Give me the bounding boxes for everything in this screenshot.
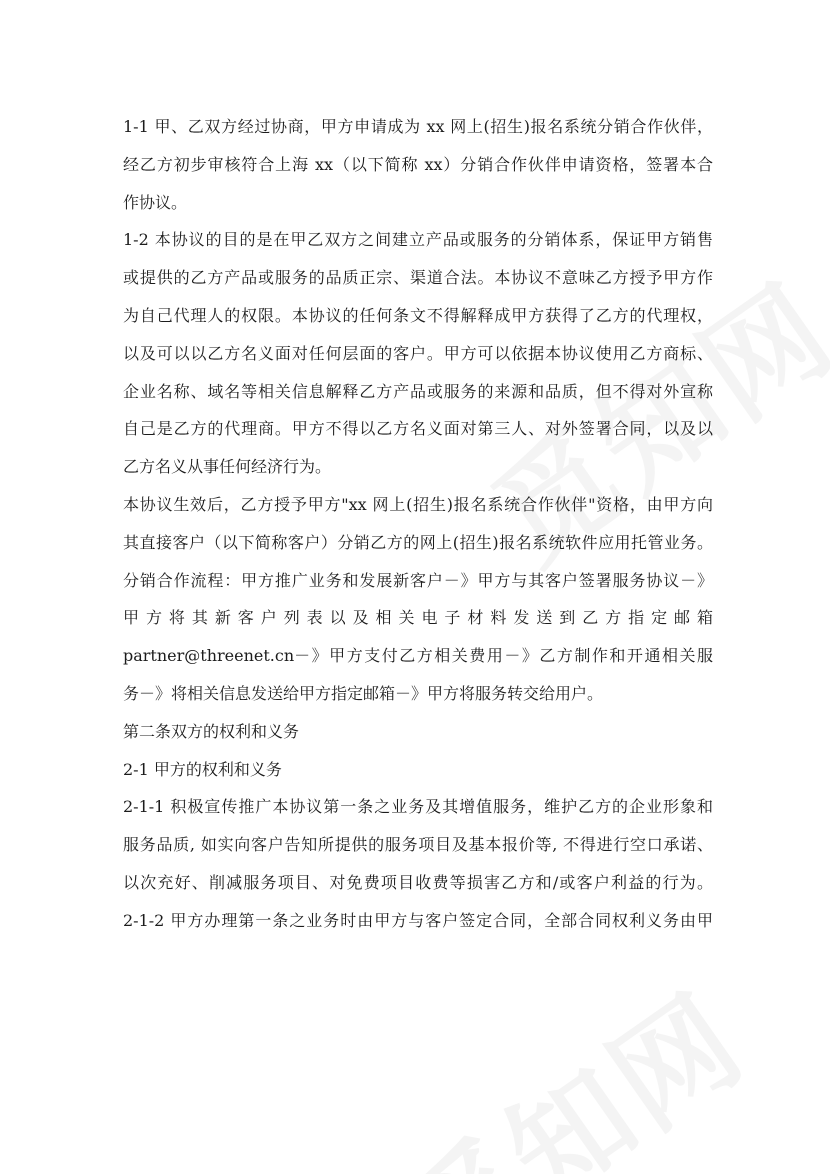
text-line: 其直接客户（以下简称客户）分销乙方的网上(招生)报名系统软件应用托管业务。 [123, 532, 713, 552]
text-line: 务－》将相关信息发送给甲方指定邮箱－》甲方将服务转交给用户。 [123, 683, 604, 703]
text-line: 自己是乙方的代理商。甲方不得以乙方名义面对第三人、对外签署合同，以及以 [123, 419, 713, 439]
document-body [123, 108, 713, 940]
text-line: 第二条双方的权利和义务 [123, 721, 300, 741]
text-line: 2-1 甲方的权利和义务 [123, 759, 282, 779]
text-line: 乙方名义从事任何经济行为。 [123, 457, 332, 477]
text-line: 或提供的乙方产品或服务的品质正宗、渠道合法。本协议不意味乙方授予甲方作 [123, 268, 713, 288]
text-line: 作协议。 [123, 192, 188, 212]
text-line: partner@threenet.cn－》甲方支付乙方相关费用－》乙方制作和开通相关服 [123, 646, 713, 666]
text-line: 以及可以以乙方名义面对任何层面的客户。甲方可以依据本协议使用乙方商标、 [123, 343, 713, 363]
text-line: 2-1-1 积极宣传推广本协议第一条之业务及其增值服务，维护乙方的企业形象和 [123, 797, 713, 817]
text-line: 为自己代理人的权限。本协议的任何条文不得解释成甲方获得了乙方的代理权， [123, 305, 713, 325]
text-line: 服务品质, 如实向客户告知所提供的服务项目及基本报价等, 不得进行空口承诺、 [123, 835, 713, 855]
text-line: 分销合作流程：甲方推广业务和发展新客户－》甲方与其客户签署服务协议－》 [123, 570, 713, 590]
text-line: 以次充好、削减服务项目、对免费项目收费等损害乙方和/或客户利益的行为。 [123, 872, 713, 892]
text-line: 本协议生效后，乙方授予甲方"xx 网上(招生)报名系统合作伙伴"资格，由甲方向 [123, 494, 713, 514]
text-line: 1-1 甲、乙双方经过协商，甲方申请成为 xx 网上(招生)报名系统分销合作伙伴， [123, 117, 713, 136]
text-line: 1-2 本协议的目的是在甲乙双方之间建立产品或服务的分销体系，保证甲方销售 [123, 230, 713, 250]
text-line: 2-1-2 甲方办理第一条之业务时由甲方与客户签定合同，全部合同权利义务由甲 [123, 910, 713, 930]
text-line: 甲 方 将 其 新 客 户 列 表 以 及 相 关 电 子 材 料 发 送 到 乙 方 指 定 邮 箱 [123, 608, 713, 628]
text-line: 企业名称、域名等相关信息解释乙方产品或服务的来源和品质，但不得对外宣称 [123, 381, 713, 401]
text-line: 经乙方初步审核符合上海 xx（以下简称 xx）分销合作伙伴申请资格，签署本合 [123, 154, 713, 174]
watermark-logo [365, 947, 773, 1174]
